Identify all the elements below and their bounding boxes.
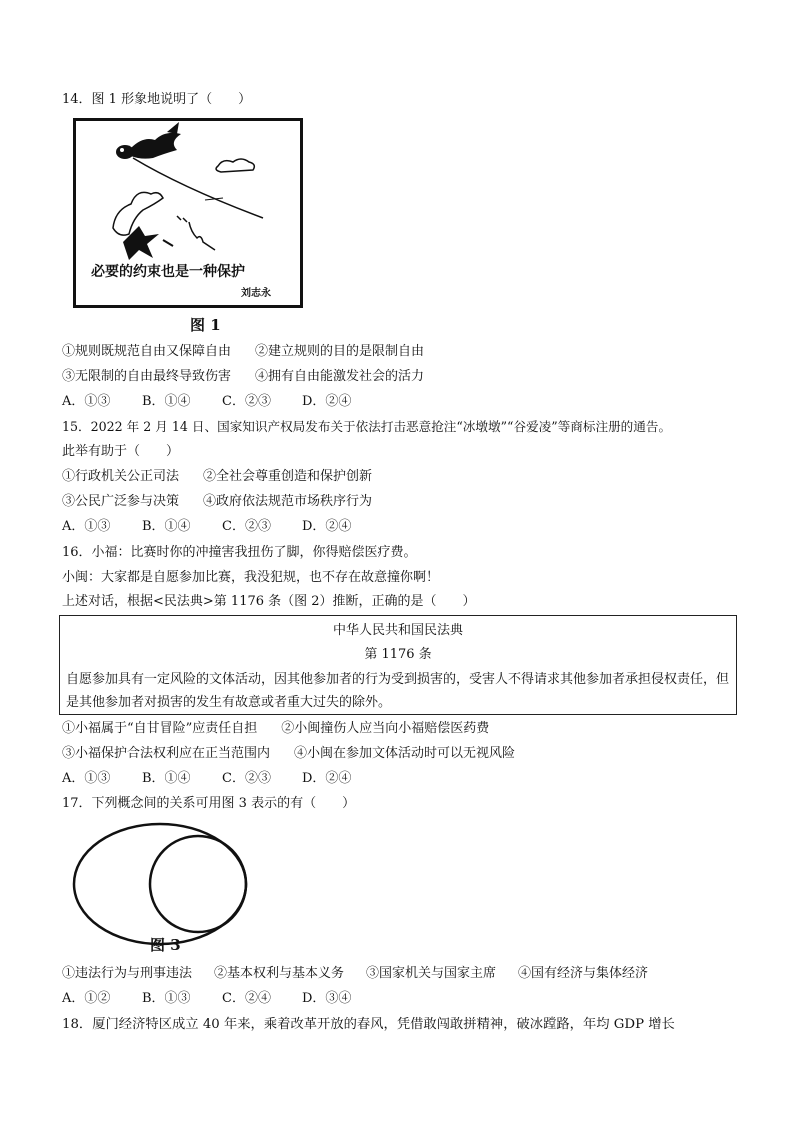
q15-statements-row1: [62, 467, 372, 487]
q14-stem: 14．图 1 形象地说明了（ ）: [62, 92, 252, 107]
q16-option-a[interactable]: A．①③: [62, 771, 111, 786]
q15-statement-3: ③公民广泛参与决策: [62, 494, 180, 509]
q15-options: [62, 517, 351, 537]
q16-dialogue-2: 小闽：大家都是自愿参加比赛，我没犯规，也不存在故意撞你啊！: [62, 570, 440, 585]
q17-option-c[interactable]: C．②④: [222, 991, 271, 1006]
q14-statement-2: ②建立规则的目的是限制自由: [255, 344, 425, 359]
inner-ellipse: [150, 836, 246, 932]
q16-option-b[interactable]: B．①④: [142, 771, 191, 786]
law-title: 中华人民共和国民法典: [332, 623, 463, 638]
q17-option-d[interactable]: D．③④: [302, 991, 352, 1006]
q15-statements-row2: [62, 492, 372, 512]
law-article: 第 1176 条: [364, 647, 432, 662]
figure-3-label: 图 3: [150, 936, 181, 954]
q16-dialogue-1: 16．小福：比赛时你的冲撞害我扭伤了脚，你得赔偿医疗费。: [62, 545, 417, 560]
q17-option-b[interactable]: B．①③: [142, 991, 191, 1006]
q15-option-a[interactable]: A．①③: [62, 519, 111, 534]
q14-statement-3: ③无限制的自由最终导致伤害: [62, 369, 232, 384]
q15-option-c[interactable]: C．②③: [222, 519, 271, 534]
cartoon-figure: [73, 118, 303, 308]
q16-statement-2: ②小闽撞伤人应当向小福赔偿医药费: [281, 721, 490, 736]
cartoon-author: 刘志永: [241, 288, 271, 299]
q17-statement-1: ①违法行为与刑事违法: [62, 966, 193, 981]
law-body: 自愿参加具有一定风险的文体活动，因其他参加者的行为受到损害的，受害人不得请求其他参加者承担侵权责任，但是其他参加者对损害的发生有故意或者重大过失的除外。: [66, 672, 730, 710]
q15-option-b[interactable]: B．①④: [142, 519, 191, 534]
q14-statement-1: ①规则既规范自由又保障自由: [62, 344, 232, 359]
q14-statement-4: ④拥有自由能激发社会的活力: [255, 369, 425, 384]
q14-statements-row2: [62, 367, 424, 387]
civil-code-box: [59, 615, 737, 715]
q16-statement-3: ③小福保护合法权利应在正当范围内: [62, 746, 271, 761]
q15-option-d[interactable]: D．②④: [302, 519, 352, 534]
q16-option-c[interactable]: C．②③: [222, 771, 271, 786]
q15-statement-2: ②全社会尊重创造和保护创新: [203, 469, 373, 484]
q14-option-a[interactable]: A．①③: [62, 394, 111, 409]
q17-option-a[interactable]: A．①②: [62, 991, 111, 1006]
q17-statement-4: ④国有经济与集体经济: [518, 966, 649, 981]
q14-option-c[interactable]: C．②③: [222, 394, 271, 409]
q15-statement-1: ①行政机关公正司法: [62, 469, 180, 484]
q17-options: [62, 989, 351, 1009]
q16-options: [62, 769, 351, 789]
q16-statement-4: ④小闽在参加文体活动时可以无视风险: [294, 746, 516, 761]
q16-option-d[interactable]: D．②④: [302, 771, 352, 786]
q14-option-d[interactable]: D．②④: [302, 394, 352, 409]
q18-stem: 18．厦门经济特区成立 40 年来，乘着改革开放的春风，凭借敢闯敢拼精神，破冰蹚路，年均 GDP 增长: [62, 1017, 675, 1032]
q17-statement-2: ②基本权利与基本义务: [214, 966, 345, 981]
q16-statement-1: ①小福属于“自甘冒险”应责任自担: [62, 721, 258, 736]
q17-statements-row: [62, 964, 648, 984]
q16-stem: 上述对话，根据<民法典>第 1176 条（图 2）推断，正确的是（ ）: [62, 594, 476, 609]
q17-stem: 17．下列概念间的关系可用图 3 表示的有（ ）: [62, 796, 356, 811]
q14-option-b[interactable]: B．①④: [142, 394, 191, 409]
q15-stem-line1: 15．2022 年 2 月 14 日、国家知识产权局发布关于依法打击恶意抢注“冰墩墩”“谷爱凌”等商标注册的通告。: [62, 419, 672, 434]
q14-options: [62, 392, 351, 412]
q15-statement-4: ④政府依法规范市场秩序行为: [203, 494, 373, 509]
cartoon-caption: 必要的约束也是一种保护: [91, 264, 245, 280]
q16-statements-row1: [62, 719, 489, 739]
figure-1-label: 图 1: [190, 316, 221, 334]
q15-stem-line2: 此举有助于（ ）: [62, 444, 180, 459]
q14-statements-row1: [62, 342, 424, 362]
q17-statement-3: ③国家机关与国家主席: [366, 966, 497, 981]
q16-statements-row2: [62, 744, 515, 764]
